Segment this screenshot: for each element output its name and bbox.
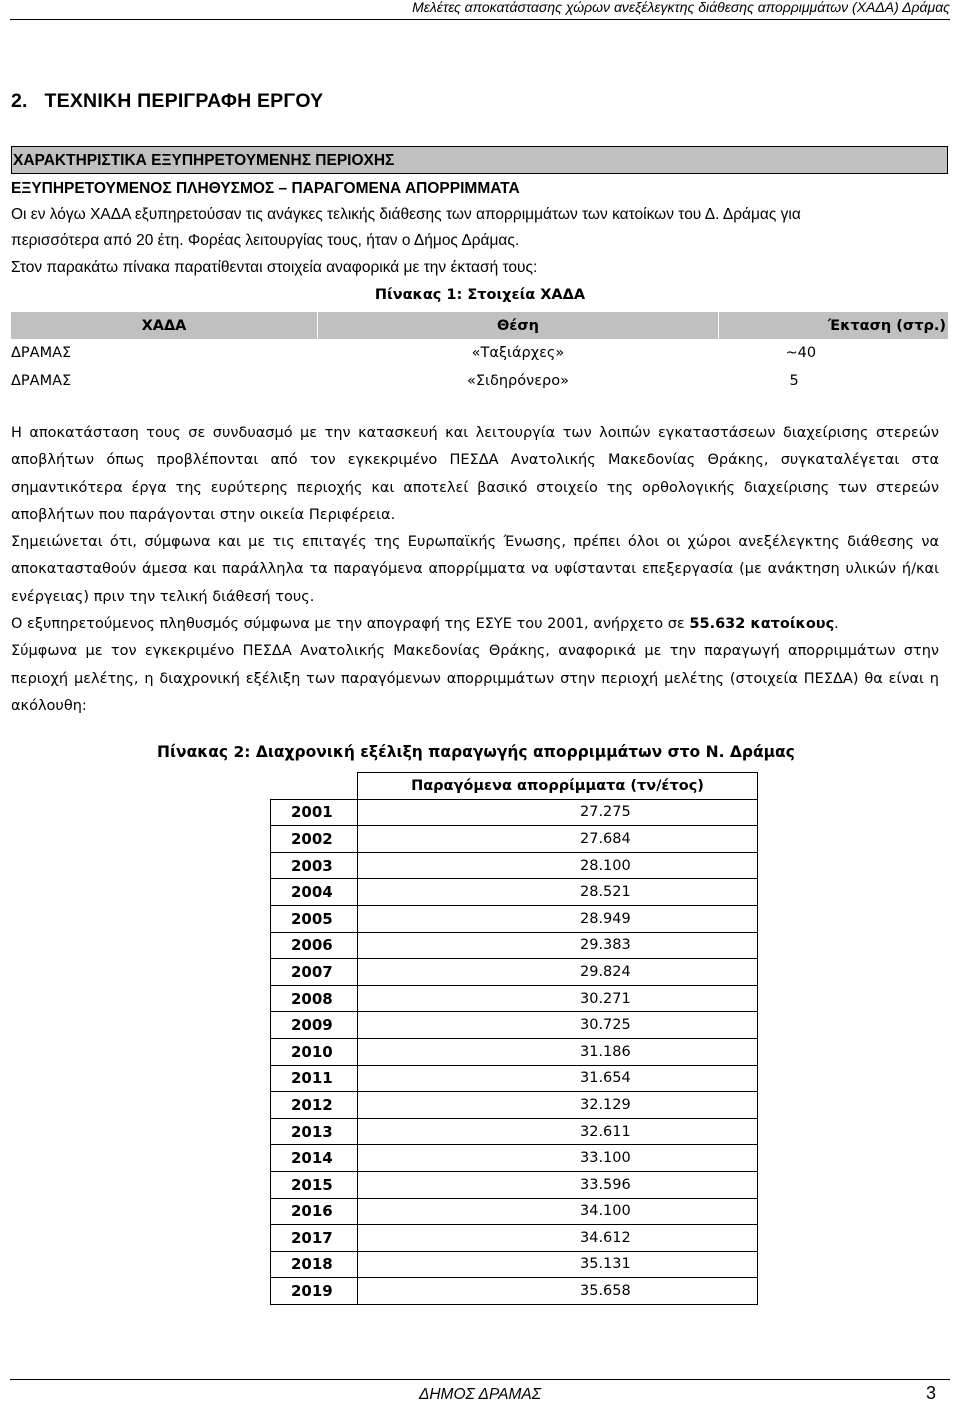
- table-row: [271, 1251, 758, 1278]
- running-header: Μελέτες αποκατάστασης χώρων ανεξέλεγκτης διάθεσης απορριμμάτων (ΧΑΔΑ) Δράμας: [412, 0, 950, 15]
- population-subheading: ΕΞΥΠΗΡΕΤΟΥΜΕΝΟΣ ΠΛΗΘΥΣΜΟΣ – ΠΑΡΑΓΟΜΕΝΑ ΑΠΟΡΡΙΜΜΑΤΑ: [11, 180, 520, 197]
- table-row: [271, 932, 758, 959]
- value-cell: 27.275: [358, 799, 758, 826]
- table-row: [271, 1198, 758, 1225]
- paragraph-production: Σύμφωνα με τον εγκεκριμένο ΠΕΣΔΑ Ανατολικής Μακεδονίας Θράκης, αναφορικά με την παραγωγή απορριμμάτων στην περιοχή μελέτης, η διαχρονική εξέλιξη των παραγόμενων απορριμμάτων στην περιοχή μελέτης (στοιχεία ΠΕΣΔΑ) θα είναι η ακόλουθη:: [11, 643, 939, 714]
- value-cell: 29.824: [358, 959, 758, 986]
- col-header-waste: Παραγόμενα απορρίμματα (τν/έτος): [358, 773, 758, 800]
- table-row: [271, 1145, 758, 1172]
- year-cell: 2006: [271, 932, 358, 959]
- year-cell: 2013: [271, 1118, 358, 1145]
- table-row: [271, 1278, 758, 1305]
- year-cell: 2007: [271, 959, 358, 986]
- year-cell: 2008: [271, 985, 358, 1012]
- waste-production-table: [270, 772, 758, 1305]
- table-row: [271, 852, 758, 879]
- table-row: [11, 367, 948, 395]
- table-row: [271, 1225, 758, 1252]
- col-header-area: Έκταση (στρ.): [719, 312, 949, 339]
- landfill-table: [11, 312, 948, 395]
- footer-label: ΔΗΜΟΣ ΔΡΑΜΑΣ: [418, 1386, 542, 1403]
- cell-landfill: ΔΡΑΜΑΣ: [11, 345, 72, 361]
- cell-landfill: ΔΡΑΜΑΣ: [11, 373, 72, 389]
- table2-caption: Πίνακας 2: Διαχρονική εξέλιξη παραγωγής απορριμμάτων στο Ν. Δράμας: [157, 743, 795, 761]
- value-cell: 30.271: [358, 985, 758, 1012]
- value-cell: 34.612: [358, 1225, 758, 1252]
- value-cell: 28.521: [358, 879, 758, 906]
- value-cell: 29.383: [358, 932, 758, 959]
- year-cell: 2010: [271, 1038, 358, 1065]
- header-divider: [10, 19, 950, 20]
- value-cell: 34.100: [358, 1198, 758, 1225]
- cell-location: «Σιδηρόνερο»: [467, 373, 569, 389]
- value-cell: 28.100: [358, 852, 758, 879]
- value-cell: 31.654: [358, 1065, 758, 1092]
- value-cell: 32.611: [358, 1118, 758, 1145]
- year-cell: 2016: [271, 1198, 358, 1225]
- cell-area: ~40: [785, 345, 817, 361]
- year-cell: 2001: [271, 799, 358, 826]
- table-row: [271, 985, 758, 1012]
- value-cell: 35.131: [358, 1251, 758, 1278]
- year-cell: 2002: [271, 826, 358, 853]
- table-row: [271, 1038, 758, 1065]
- body-text: [11, 420, 939, 720]
- year-cell: 2003: [271, 852, 358, 879]
- table-row: [271, 1065, 758, 1092]
- paragraph-restoration: Η αποκατάσταση τους σε συνδυασμό με την κατασκευή και λειτουργία των λοιπών εγκαταστάσεων διαχείρισης στερεών αποβλήτων όπως προβλέπονται από τον εγκεκριμένο ΠΕΣΔΑ Ανατολικής Μακεδονίας Θράκης, συγκαταλέγεται στα σημαντικότερα έργα της ευρύτερης περιοχής και αποτελεί βασικό στοιχείο της ορθολογικής διαχείρισης των στερεών αποβλήτων που παράγονται στην οικεία Περιφέρεια.: [11, 425, 939, 523]
- table-row: [271, 879, 758, 906]
- cell-area: 5: [789, 373, 799, 389]
- table-row: [271, 826, 758, 853]
- population-end: .: [834, 616, 839, 633]
- value-cell: 30.725: [358, 1012, 758, 1039]
- table-header-row: [11, 312, 948, 339]
- waste-table-body: [271, 799, 758, 1304]
- year-cell: 2019: [271, 1278, 358, 1305]
- table-row: [271, 905, 758, 932]
- cell-location: «Ταξιάρχες»: [471, 345, 565, 361]
- population-line-3: Στον παρακάτω πίνακα παρατίθενται στοιχεία αναφορικά με την έκτασή τους:: [11, 259, 538, 276]
- table-row: [271, 959, 758, 986]
- table-row: [11, 339, 948, 367]
- year-cell: 2011: [271, 1065, 358, 1092]
- year-cell: 2014: [271, 1145, 358, 1172]
- table-row: [271, 1171, 758, 1198]
- value-cell: 27.684: [358, 826, 758, 853]
- population-line-1: Οι εν λόγω ΧΑΔΑ εξυπηρετούσαν τις ανάγκες τελικής διάθεσης των απορριμμάτων των κατοίκων του Δ. Δράμας για: [11, 206, 801, 223]
- year-cell: 2018: [271, 1251, 358, 1278]
- value-cell: 32.129: [358, 1092, 758, 1119]
- paragraph-eu-requirements: Σημειώνεται ότι, σύμφωνα και με τις επιταγές της Ευρωπαϊκής Ένωσης, πρέπει όλοι οι χώροι ανεξέλεγκτης διάθεσης να αποκατασταθούν άμεσα και παράλληλα τα παραγόμενα απορρίμματα να υφίστανται επεξεργασία (με ανάκτηση υλικών ή/και ενέργειας) πριν την τελική διάθεσή τους.: [11, 534, 939, 605]
- population-text: Ο εξυπηρετούμενος πληθυσμός σύμφωνα με την απογραφή της ΕΣΥΕ του 2001, ανήρχετο σε: [11, 616, 690, 633]
- table-row: [271, 1118, 758, 1145]
- value-cell: 33.596: [358, 1171, 758, 1198]
- year-cell: 2012: [271, 1092, 358, 1119]
- footer-divider: [10, 1379, 950, 1380]
- table1-caption: Πίνακας 1: Στοιχεία ΧΑΔΑ: [374, 287, 586, 303]
- year-cell: 2004: [271, 879, 358, 906]
- paragraph-population: [11, 611, 939, 638]
- year-cell: 2005: [271, 905, 358, 932]
- population-count: 55.632 κατοίκους: [689, 616, 835, 633]
- page-number: 3: [926, 1383, 937, 1403]
- table-header-row: [271, 773, 758, 800]
- table-row: [271, 1012, 758, 1039]
- empty-corner-cell: [271, 773, 358, 800]
- year-cell: 2017: [271, 1225, 358, 1252]
- value-cell: 35.658: [358, 1278, 758, 1305]
- value-cell: 33.100: [358, 1145, 758, 1172]
- section-title: 2. ΤΕΧΝΙΚΗ ΠΕΡΙΓΡΑΦΗ ΕΡΓΟΥ: [11, 90, 324, 112]
- year-cell: 2015: [271, 1171, 358, 1198]
- value-cell: 31.186: [358, 1038, 758, 1065]
- population-line-2: περισσότερα από 20 έτη. Φορέας λειτουργίας τους, ήταν ο Δήμος Δράμας.: [11, 232, 520, 249]
- value-cell: 28.949: [358, 905, 758, 932]
- table-row: [271, 799, 758, 826]
- col-header-location: Θέση: [318, 312, 719, 339]
- area-characteristics-bar: ΧΑΡΑΚΤΗΡΙΣΤΙΚΑ ΕΞΥΠΗΡΕΤΟΥΜΕΝΗΣ ΠΕΡΙΟΧΗΣ: [11, 146, 948, 174]
- table-row: [271, 1092, 758, 1119]
- year-cell: 2009: [271, 1012, 358, 1039]
- col-header-landfill: ΧΑΔΑ: [11, 312, 318, 339]
